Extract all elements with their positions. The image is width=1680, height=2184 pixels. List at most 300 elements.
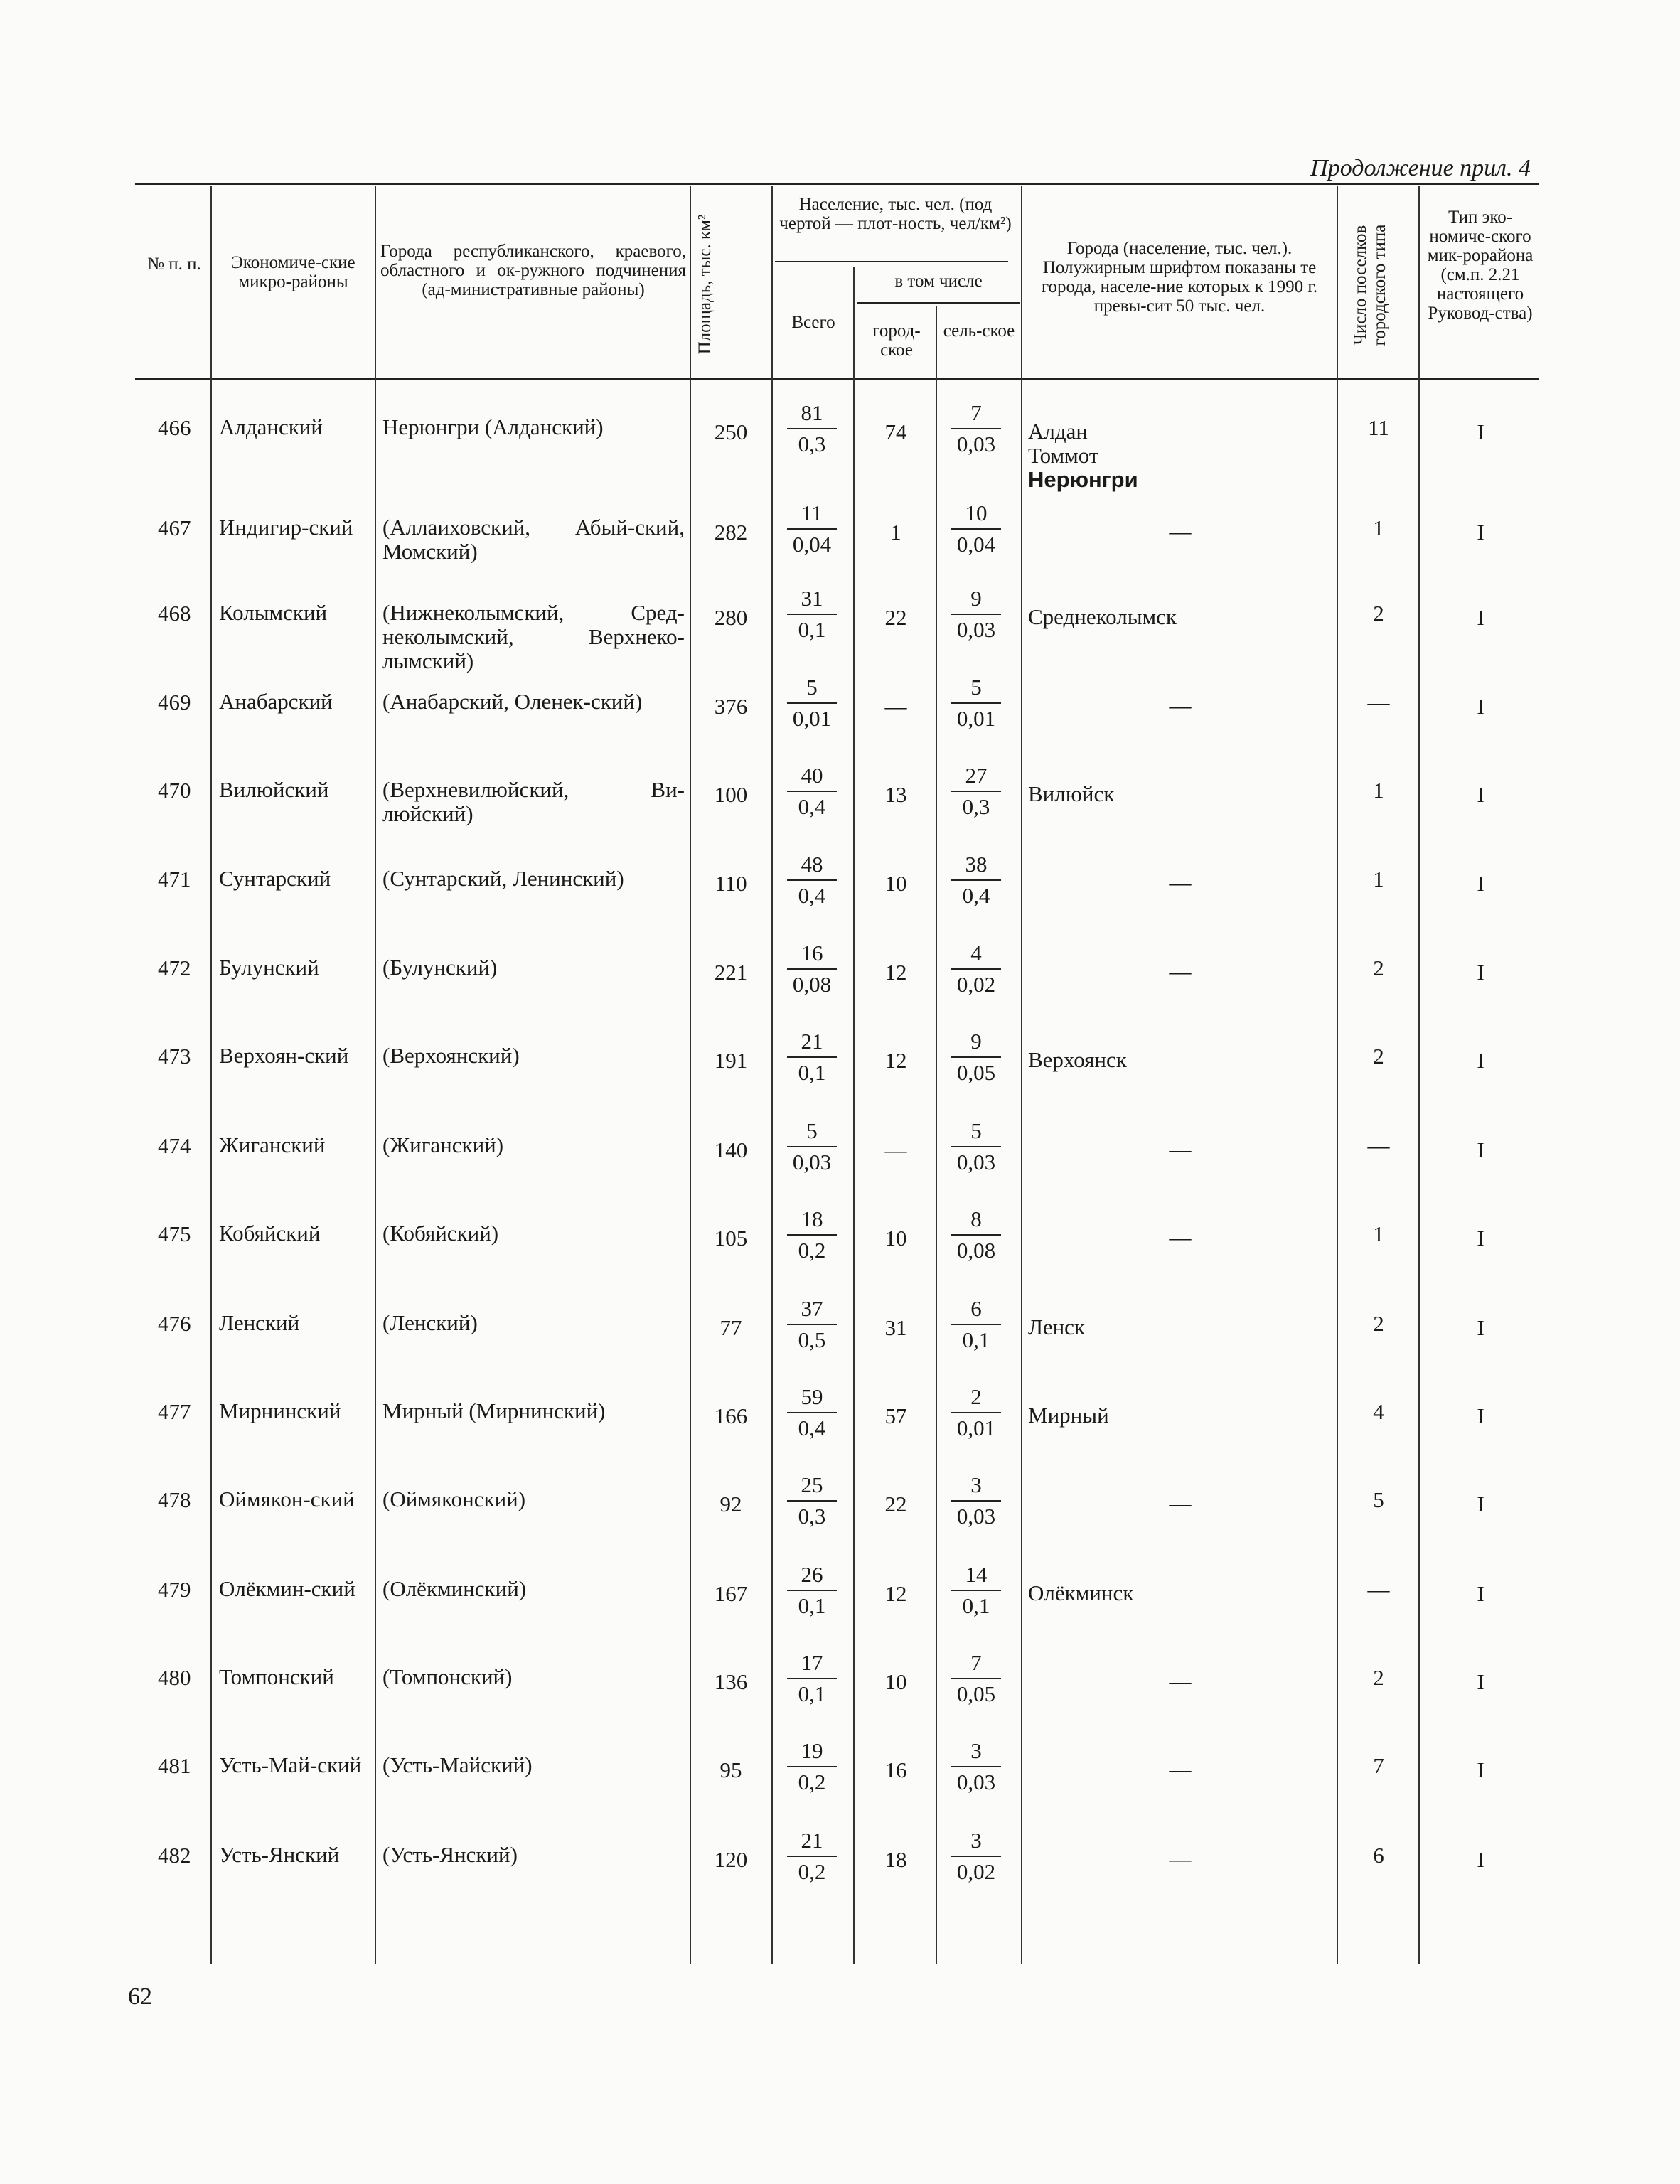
rural-fraction [944,401,1008,456]
total-fraction [780,401,844,456]
microregion-type: I [1477,1581,1484,1606]
population-sub-rule [775,261,1008,262]
fraction-bar [787,1678,837,1679]
header-bottom-rule [135,378,1539,380]
row-number: 482 [158,1843,191,1868]
total-population: 17 [801,1650,823,1675]
total-density: 0,1 [798,1060,826,1085]
row-number: 467 [158,515,191,540]
city-name: — [1169,1669,1192,1693]
city-list [1028,1048,1334,1072]
urban-population: 1 [890,520,901,545]
city-name: — [1169,519,1192,544]
district-list: (Ленский) [382,1310,478,1335]
microregion-type: I [1477,871,1484,896]
district-list: Мирный (Мирнинский) [382,1398,606,1423]
total-fraction [780,587,844,642]
settlement-count: 1 [1373,515,1384,540]
total-density: 0,1 [798,1681,826,1706]
city-name: Верхоянск [1028,1047,1127,1072]
region-name: Томпонский [219,1664,334,1689]
rural-population: 7 [970,1650,982,1675]
row-number: 469 [158,690,191,714]
city-name: — [1169,870,1192,895]
row-number: 480 [158,1665,191,1690]
area-value: 77 [719,1315,742,1340]
total-density: 0,1 [798,617,826,642]
rural-density: 0,05 [956,1681,996,1706]
header-cities: Города (население, тыс. чел.). Полужирным шрифтом показаны те города, населе-ние которых к 1990 г. превы-сит 50 тыс. чел. [1041,239,1318,316]
total-population: 21 [801,1828,823,1853]
total-population: 37 [801,1296,823,1321]
total-population: 19 [801,1738,823,1763]
settlement-count: 2 [1373,1311,1384,1336]
region-name: Колымский [219,600,328,625]
rural-density: 0,03 [956,1504,996,1529]
area-value: 120 [714,1847,748,1872]
fraction-bar [787,1056,837,1058]
rural-fraction [944,587,1008,642]
fraction-bar [787,1500,837,1502]
settlement-count: 2 [1373,956,1384,980]
rural-fraction [944,675,1008,731]
row-number: 478 [158,1487,191,1512]
city-name: Мирный [1028,1403,1109,1428]
area-value: 280 [714,605,748,630]
fraction-bar [951,1324,1001,1325]
urban-population: 10 [884,871,907,896]
total-population: 11 [801,500,823,525]
rural-fraction [944,1385,1008,1440]
city-list [1024,1138,1337,1162]
settlement-count: 5 [1373,1487,1384,1512]
district-list: (Аллаиховский, Абый-ский, Момский) [382,515,685,564]
microregion-type: I [1477,1757,1484,1782]
rural-population: 3 [970,1738,982,1763]
region-name: Булунский [219,955,319,980]
page-number: 62 [128,1984,152,2010]
rural-density: 0,08 [956,1238,996,1263]
header-urban: город-ское [872,321,921,360]
microregion-type: I [1477,694,1484,719]
fraction-bar [787,791,837,792]
rural-density: 0,4 [962,883,990,908]
urban-population: — [884,1138,907,1162]
rural-density: 0,1 [962,1593,990,1618]
city-list [1024,1757,1337,1782]
col-rule-3 [690,186,691,1964]
col-rule-6 [936,306,937,1964]
city-name-bold: Нерюнгри [1028,467,1138,492]
settlement-count: — [1367,1133,1390,1158]
city-name: Ленск [1028,1315,1085,1339]
rural-density: 0,04 [956,532,996,557]
header-population: Население, тыс. чел. (под чертой — плот-ность, чел/км²) [779,195,1012,233]
total-fraction [780,941,844,997]
fraction-bar [951,1234,1001,1236]
total-fraction [780,1207,844,1263]
total-fraction [780,1739,844,1794]
area-value: 140 [714,1138,748,1162]
city-list [1024,871,1337,895]
row-number: 479 [158,1577,191,1602]
settlement-count: 2 [1373,601,1384,626]
city-name: Томмот [1028,443,1099,468]
rural-population: 2 [970,1384,982,1409]
col-rule-5 [853,267,855,1964]
urban-population: 18 [884,1847,907,1872]
area-value: 221 [714,960,748,985]
header-num: № п. п. [147,255,201,274]
top-rule [135,183,1539,185]
fraction-bar [787,1412,837,1413]
city-name: — [1169,693,1192,718]
row-number: 468 [158,601,191,626]
microregion-type: I [1477,1403,1484,1428]
settlement-count: — [1367,690,1390,714]
row-number: 477 [158,1399,191,1424]
area-value: 282 [714,520,748,545]
settlement-count: 6 [1373,1843,1384,1868]
region-name: Олёкмин-ский [219,1576,355,1601]
total-population: 16 [801,941,823,965]
total-fraction [780,1297,844,1352]
rural-density: 0,05 [956,1060,996,1085]
rural-fraction [944,764,1008,819]
total-density: 0,3 [798,1504,826,1529]
col-rule-7 [1021,186,1022,1964]
total-density: 0,01 [792,706,832,731]
region-name: Верхоян-ский [219,1043,349,1068]
total-fraction [780,1119,844,1174]
urban-population: 12 [884,960,907,985]
fraction-bar [951,1146,1001,1147]
rural-population: 8 [970,1206,982,1231]
rural-population: 3 [970,1828,982,1853]
total-fraction [780,1829,844,1884]
city-name: — [1169,1137,1192,1162]
area-value: 191 [714,1048,748,1073]
total-density: 0,2 [798,1770,826,1794]
settlement-count: 4 [1373,1399,1384,1424]
rural-density: 0,02 [956,1859,996,1884]
col-rule-1 [210,186,212,1964]
fraction-bar [951,1412,1001,1413]
total-density: 0,4 [798,794,826,819]
row-number: 466 [158,415,191,440]
fraction-bar [787,1590,837,1591]
rural-fraction [944,941,1008,997]
city-list [1028,1315,1334,1339]
district-list: (Верхоянский) [382,1043,520,1068]
city-list [1024,694,1337,718]
city-name: — [1169,1491,1192,1516]
total-density: 0,4 [798,1415,826,1440]
fraction-bar [787,702,837,704]
district-list: Нерюнгри (Алданский) [382,414,604,439]
fraction-bar [951,702,1001,704]
fraction-bar [951,1856,1001,1857]
row-number: 471 [158,867,191,892]
fraction-bar [951,1056,1001,1058]
total-fraction [780,1029,844,1085]
urban-population: 22 [884,1492,907,1516]
total-population: 40 [801,763,823,788]
settlement-count: 2 [1373,1665,1384,1690]
fraction-bar [951,614,1001,615]
total-fraction [780,764,844,819]
region-name: Вилюйский [219,777,329,802]
settlement-count: 1 [1373,778,1384,803]
city-list [1028,1581,1334,1605]
total-population: 5 [806,1118,818,1143]
microregion-type: I [1477,1315,1484,1340]
header-including: в том числе [894,272,983,291]
row-number: 470 [158,778,191,803]
total-density: 0,03 [792,1150,832,1174]
area-value: 166 [714,1403,748,1428]
total-density: 0,2 [798,1859,826,1884]
total-density: 0,1 [798,1593,826,1618]
city-name: — [1169,1757,1192,1782]
settlement-count: 2 [1373,1044,1384,1069]
rural-fraction [944,852,1008,908]
rural-density: 0,3 [962,794,990,819]
rural-density: 0,03 [956,617,996,642]
fraction-bar [951,1678,1001,1679]
district-list: (Усть-Янский) [382,1842,518,1867]
area-value: 92 [719,1492,742,1516]
region-name: Мирнинский [219,1398,341,1423]
district-list: (Кобяйский) [382,1221,499,1246]
microregion-type: I [1477,520,1484,545]
microregion-type: I [1477,960,1484,985]
rural-density: 0,1 [962,1327,990,1352]
table-caption: Продолжение прил. 4 [1310,155,1531,181]
urban-population: 16 [884,1757,907,1782]
total-fraction [780,501,844,557]
total-fraction [780,1473,844,1529]
rural-density: 0,02 [956,972,996,997]
area-value: 376 [714,694,748,719]
district-list: (Анабарский, Оленек-ский) [382,689,643,714]
rural-population: 9 [970,1029,982,1054]
area-value: 95 [719,1757,742,1782]
fraction-bar [787,1856,837,1857]
microregion-type: I [1477,1669,1484,1694]
fraction-bar [951,879,1001,881]
header-type: Тип эко-номиче-ского мик-рорайона (см.п. 2.21 настоящего Руковод-ства) [1427,208,1534,323]
rural-fraction [944,1119,1008,1174]
fraction-bar [787,968,837,970]
microregion-type: I [1477,419,1484,444]
rural-fraction [944,501,1008,557]
rural-population: 5 [970,675,982,700]
microregion-type: I [1477,1492,1484,1516]
rural-population: 10 [965,500,988,525]
region-name: Ленский [219,1310,300,1335]
rural-density: 0,03 [956,1770,996,1794]
settlement-count: — [1367,1577,1390,1602]
district-list: (Верхневилюйский, Ви-люйский) [382,777,685,826]
fraction-bar [951,1766,1001,1767]
microregion-type: I [1477,1048,1484,1073]
fraction-bar [787,528,837,530]
microregion-type: I [1477,782,1484,807]
area-value: 105 [714,1226,748,1251]
region-name: Сунтарский [219,866,331,891]
microregion-type: I [1477,1138,1484,1162]
total-density: 0,5 [798,1327,826,1352]
city-name: Вилюйск [1028,781,1115,806]
total-population: 21 [801,1029,823,1054]
rural-fraction [944,1651,1008,1706]
rural-fraction [944,1207,1008,1263]
area-value: 100 [714,782,748,807]
rural-fraction [944,1473,1008,1529]
row-number: 475 [158,1221,191,1246]
region-name: Усть-Май-ский [219,1752,362,1777]
fraction-bar [787,614,837,615]
header-settlements: Число поселков городского типа [1351,224,1389,346]
district-list: (Усть-Майский) [382,1752,533,1777]
header-rural: сель-ское [943,321,1015,341]
urban-population: — [884,694,907,719]
fraction-bar [787,1766,837,1767]
rural-fraction [944,1029,1008,1085]
rural-density: 0,03 [956,1150,996,1174]
total-fraction [780,852,844,908]
city-list [1028,782,1334,806]
row-number: 474 [158,1133,191,1158]
total-population: 5 [806,675,818,700]
fraction-bar [787,1234,837,1236]
total-population: 18 [801,1206,823,1231]
rural-population: 4 [970,941,982,965]
total-fraction [780,1563,844,1618]
total-fraction [780,1651,844,1706]
rural-fraction [944,1829,1008,1884]
total-population: 31 [801,586,823,611]
header-region: Экономиче-ские микро-районы [231,253,355,291]
rural-fraction [944,1563,1008,1618]
region-name: Усть-Янский [219,1842,340,1867]
fraction-bar [951,1590,1001,1591]
city-list [1024,1847,1337,1871]
city-list [1024,960,1337,984]
col-rule-9 [1418,186,1420,1964]
district-list: (Булунский) [382,955,498,980]
settlement-count: 1 [1373,867,1384,892]
settlement-count: 1 [1373,1221,1384,1246]
fraction-bar [787,1146,837,1147]
district-list: (Оймяконский) [382,1487,526,1511]
region-name: Кобяйский [219,1221,321,1246]
district-list: (Олёкминский) [382,1576,527,1601]
total-density: 0,08 [792,972,832,997]
total-fraction [780,1385,844,1440]
total-population: 59 [801,1384,823,1409]
rural-population: 6 [970,1296,982,1321]
rural-fraction [944,1297,1008,1352]
city-name: Олёкминск [1028,1580,1134,1605]
district-list: (Нижнеколымский, Сред-неколымский, Верхнеко-лымский) [382,600,685,673]
total-density: 0,4 [798,883,826,908]
city-name: — [1169,1225,1192,1250]
region-name: Индигир-ский [219,515,353,540]
urban-population: 12 [884,1581,907,1606]
fraction-bar [951,1500,1001,1502]
col-rule-4 [771,186,773,1964]
rural-density: 0,03 [956,432,996,456]
city-list [1028,605,1334,629]
fraction-bar [951,428,1001,429]
rural-population: 9 [970,586,982,611]
city-list [1024,1226,1337,1250]
urban-population: 13 [884,782,907,807]
region-name: Оймякон-ский [219,1487,355,1511]
total-population: 81 [801,400,823,425]
rural-population: 5 [970,1118,982,1143]
urban-population: 74 [884,419,907,444]
fraction-bar [951,968,1001,970]
rural-population: 38 [965,852,988,877]
total-population: 25 [801,1472,823,1497]
row-number: 473 [158,1044,191,1069]
fraction-bar [951,791,1001,792]
fraction-bar [787,1324,837,1325]
header-area: Площадь, тыс. км² [695,214,715,355]
microregion-type: I [1477,1847,1484,1872]
city-name: — [1169,1846,1192,1871]
urban-population: 57 [884,1403,907,1428]
total-density: 0,3 [798,432,826,456]
settlement-count: 7 [1373,1753,1384,1778]
city-list [1024,520,1337,544]
fraction-bar [787,879,837,881]
district-list: (Томпонский) [382,1664,513,1689]
microregion-type: I [1477,605,1484,630]
including-sub-rule [857,302,1020,304]
city-list [1028,1403,1334,1428]
city-name: Среднеколымск [1028,604,1177,629]
header-total: Всего [791,313,835,332]
total-density: 0,04 [792,532,832,557]
row-number: 481 [158,1753,191,1778]
rural-density: 0,01 [956,706,996,731]
col-rule-2 [375,186,376,1964]
city-list [1028,419,1334,492]
urban-population: 10 [884,1669,907,1694]
row-number: 472 [158,956,191,980]
total-population: 26 [801,1562,823,1587]
city-name: Алдан [1028,419,1088,444]
microregion-type: I [1477,1226,1484,1251]
fraction-bar [951,528,1001,530]
rural-population: 7 [970,400,982,425]
region-name: Анабарский [219,689,333,714]
city-name: — [1169,959,1192,984]
col-rule-8 [1337,186,1338,1964]
rural-population: 14 [965,1562,988,1587]
urban-population: 12 [884,1048,907,1073]
rural-fraction [944,1739,1008,1794]
region-name: Жиганский [219,1133,326,1157]
header-districts: Города республиканского, краевого, областного и ок-ружного подчинения (ад-министративные районы) [380,242,686,299]
city-list [1024,1492,1337,1516]
total-density: 0,2 [798,1238,826,1263]
area-value: 136 [714,1669,748,1694]
